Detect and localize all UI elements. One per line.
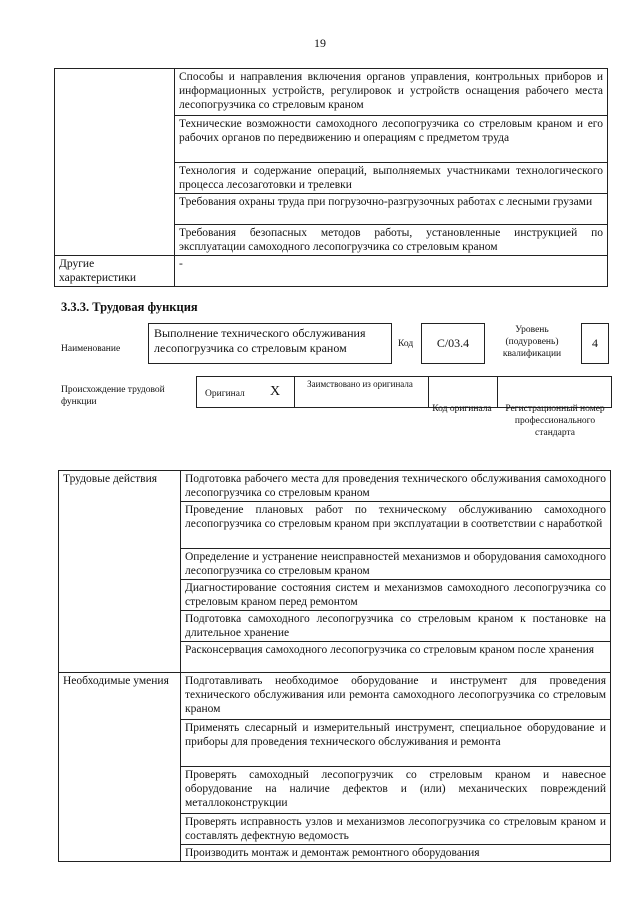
code-label: Код (398, 339, 414, 349)
function-name-box: Выполнение технического обслуживания лесопогрузчика со стреловым краном (148, 323, 392, 364)
origin-label: Происхождение трудовой функции (61, 385, 165, 407)
other-characteristics-label: Другие характеристики (55, 256, 175, 287)
original-label: Оригинал (205, 389, 245, 399)
registration-number-label: Регистрационный номер профессионального стандарта (505, 404, 605, 438)
table-row (55, 69, 608, 116)
knowledge-item: Требования безопасных методов работы, установленные инструкцией по эксплуатации самоходного лесопогрузчика со стреловым краном (175, 225, 608, 256)
skills-label: Необходимые умения (59, 673, 181, 862)
skill-item: Проверять самоходный лесопогрузчик со стреловым краном и навесное оборудование на наличие дефектов и (или) механических повреждений металлоконструкции (181, 767, 611, 814)
actions-label: Трудовые действия (59, 471, 181, 673)
qualification-level-label: Уровень (подуровень) квалификации (502, 325, 562, 359)
action-item: Подготовка рабочего места для проведения технического обслуживания самоходного лесопогрузчика со стреловым краном (181, 471, 611, 502)
action-item: Расконсервация самоходного лесопогрузчика со стреловым краном после хранения (181, 642, 611, 673)
origin-code-label: Код оригинала (432, 404, 492, 414)
skill-item: Производить монтаж и демонтаж ремонтного оборудования (181, 845, 611, 862)
skill-item: Подготавливать необходимое оборудование и инструмент для проведения технического обслуживания или ремонта самоходного лесопогрузчика со стреловым краном (181, 673, 611, 720)
function-table (58, 470, 611, 862)
knowledge-item: Требования охраны труда при погрузочно-разгрузочных работах с лесными грузами (175, 194, 608, 225)
section-title: 3.3.3. Трудовая функция (61, 300, 198, 314)
knowledge-item: Технология и содержание операций, выполняемых участниками технологического процесса лесозаготовки и трелевки (175, 163, 608, 194)
knowledge-table (54, 68, 608, 287)
code-value-box: C/03.4 (421, 323, 485, 364)
table-row (55, 256, 608, 287)
qualification-level-box: 4 (581, 323, 609, 364)
original-mark: X (270, 384, 281, 399)
skill-item: Применять слесарный и измерительный инструмент, специальное оборудование и приборы для проведения технического обслуживания и ремонта (181, 720, 611, 767)
empty-label-cell (55, 69, 175, 256)
action-item: Проведение плановых работ по техническому обслуживанию самоходного лесопогрузчика со стреловым краном при эксплуатации в соответствии с наработкой (181, 502, 611, 549)
other-characteristics-value: - (175, 256, 608, 287)
skill-item: Проверять исправность узлов и механизмов лесопогрузчика со стреловым краном и составлять дефектную ведомость (181, 814, 611, 845)
table-row (59, 471, 611, 502)
action-item: Подготовка самоходного лесопогрузчика со стреловым краном к постановке на длительное хранение (181, 611, 611, 642)
table-row (59, 673, 611, 720)
name-label: Наименование (61, 344, 121, 354)
borrowed-label: Заимствовано из оригинала (307, 379, 413, 389)
action-item: Диагностирование состояния систем и механизмов самоходного лесопогрузчика со стреловым краном перед ремонтом (181, 580, 611, 611)
page-number: 19 (314, 36, 326, 50)
action-item: Определение и устранение неисправностей механизмов и оборудования самоходного лесопогрузчика со стреловым краном (181, 549, 611, 580)
knowledge-item: Способы и направления включения органов управления, контрольных приборов и информационных устройств, регулировок и устройств оснащения рабочего места лесопогрузчика со стреловым краном (175, 69, 608, 116)
knowledge-item: Технические возможности самоходного лесопогрузчика со стреловым краном и его рабочих органов по передвижению и операциям с предметом труда (175, 116, 608, 163)
